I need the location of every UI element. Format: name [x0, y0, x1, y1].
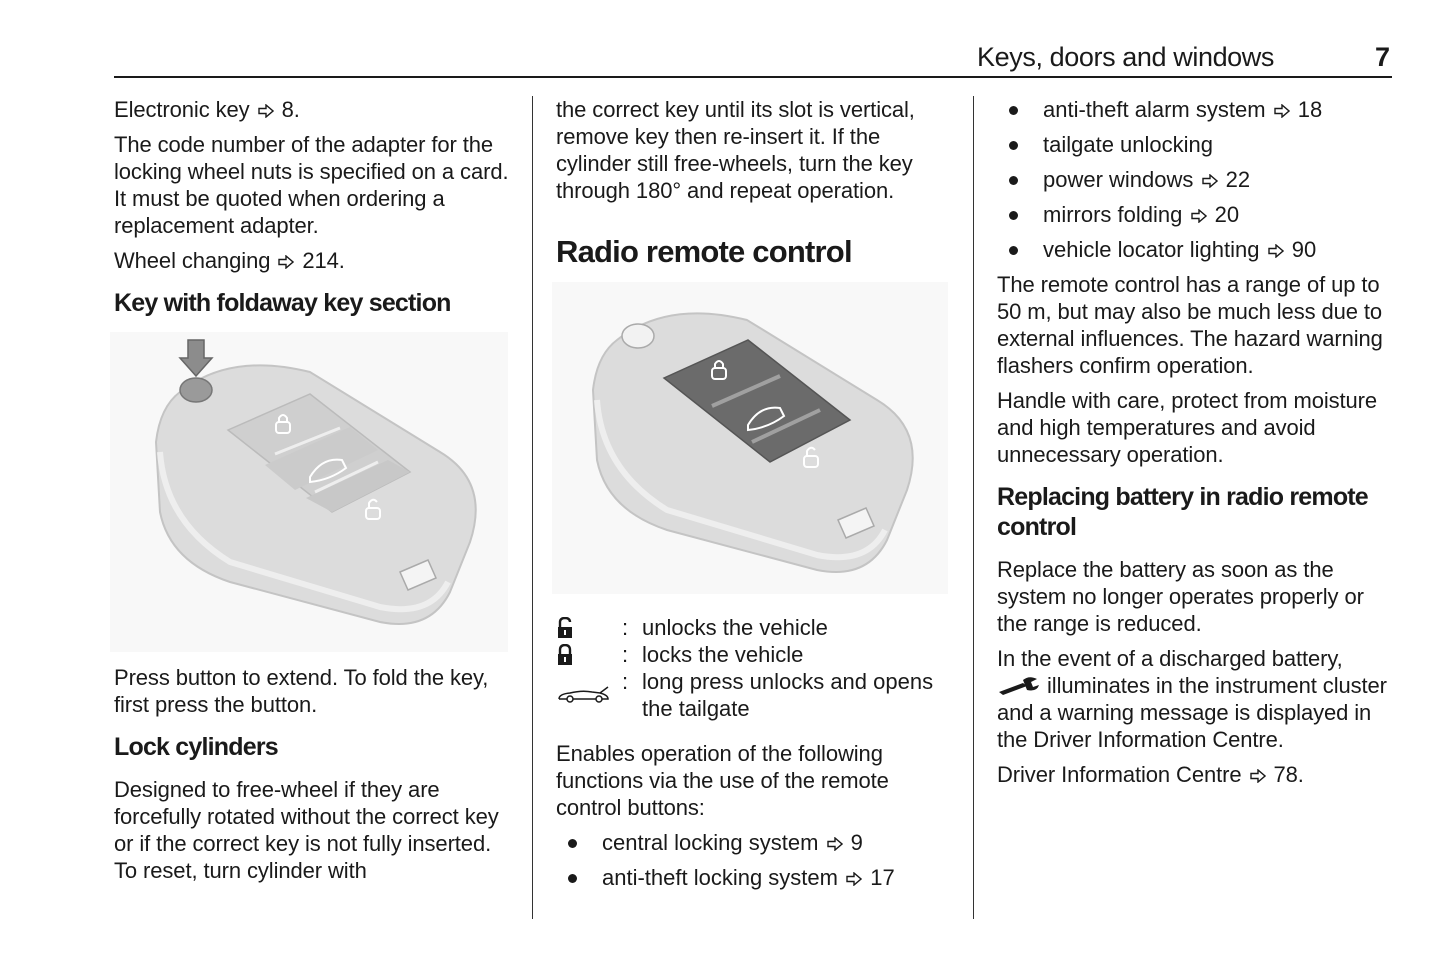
- cross-reference-link[interactable]: 214.: [302, 248, 345, 273]
- paragraph: Wheel changing 214.: [114, 248, 345, 273]
- cross-reference-arrow-icon: [278, 255, 294, 269]
- cross-reference-arrow-icon: [1191, 209, 1207, 223]
- lock-icon: [556, 641, 622, 668]
- cross-reference-arrow-icon: [258, 104, 274, 118]
- paragraph: Handle with care, protect from moisture and high temperatures and avoid unnecessary operation.: [997, 388, 1378, 467]
- cross-reference-link[interactable]: 90: [1291, 237, 1317, 262]
- paragraph: Replace the battery as soon as the system no longer operates properly or the range is reduced.: [997, 557, 1364, 636]
- page-number: 7: [1374, 42, 1390, 72]
- radio-remote-control-illustration: [552, 282, 948, 594]
- cross-reference-arrow-icon: [827, 837, 843, 851]
- legend-row: : unlocks the vehicle: [556, 614, 956, 641]
- tailgate-car-icon: [556, 668, 622, 722]
- column-2: [556, 96, 956, 899]
- paragraph: Enables operation of the following functions via the use of the remote control buttons:: [556, 741, 889, 820]
- section-title: Keys, doors and windows: [977, 42, 1274, 72]
- cross-reference-link[interactable]: 22: [1225, 167, 1251, 192]
- page-header: [114, 40, 1392, 78]
- function-list: [556, 829, 956, 891]
- paragraph: Press button to extend. To fold the key, first press the button.: [114, 665, 489, 717]
- section-heading-large: Radio remote control: [556, 234, 852, 269]
- column-3: [997, 96, 1397, 796]
- paragraph: the correct key until its slot is vertical, remove key then re-insert it. If the cylinder still free-wheels, turn the key through 180° and repeat operation.: [556, 97, 915, 203]
- column-divider: [973, 96, 974, 919]
- paragraph: Designed to free-wheel if they are forcefully rotated without the correct key or if the correct key is not fully inserted. To reset, turn cylinder with: [114, 777, 499, 883]
- paragraph: Electronic key 8.: [114, 97, 300, 122]
- cross-reference-arrow-icon: [1274, 104, 1290, 118]
- section-heading: Replacing battery in radio remote control: [997, 483, 1368, 541]
- column-1: [114, 96, 514, 892]
- paragraph: In the event of a discharged battery, illuminates in the instrument cluster and a warning message is displayed in the Driver Information Centre.: [997, 646, 1387, 752]
- cross-reference-arrow-icon: [1202, 174, 1218, 188]
- wrench-service-icon: [997, 676, 1041, 696]
- cross-reference-link[interactable]: 78.: [1273, 762, 1304, 787]
- function-list: [997, 96, 1397, 263]
- cross-reference-link[interactable]: 17: [870, 865, 895, 890]
- cross-reference-arrow-icon: [846, 872, 862, 886]
- cross-reference-link[interactable]: 18: [1297, 97, 1323, 122]
- cross-reference-arrow-icon: [1268, 244, 1284, 258]
- paragraph: Driver Information Centre 78.: [997, 762, 1304, 787]
- list-item: anti-theft alarm system 18: [997, 96, 1397, 123]
- section-heading: Lock cylinders: [114, 733, 278, 761]
- paragraph: The remote control has a range of up to 50 m, but may also be much less due to external influences. The hazard warning flashers confirm operation.: [997, 272, 1383, 378]
- key-fob-icon: [552, 282, 948, 594]
- cross-reference-link[interactable]: 8.: [281, 97, 300, 122]
- legend-row: : long press unlocks and opens the tailgate: [556, 668, 956, 722]
- paragraph: The code number of the adapter for the locking wheel nuts is specified on a card. It must be quoted when ordering a replacement adapter.: [114, 132, 509, 238]
- cross-reference-link[interactable]: 9: [850, 830, 863, 855]
- list-item: power windows 22: [997, 166, 1397, 193]
- list-item: vehicle locator lighting 90: [997, 236, 1397, 263]
- column-divider: [532, 96, 533, 919]
- key-fob-icon: [110, 332, 508, 652]
- foldaway-key-illustration: [110, 332, 508, 652]
- button-legend: [556, 614, 956, 722]
- legend-row: : locks the vehicle: [556, 641, 956, 668]
- list-item: central locking system 9: [556, 829, 956, 856]
- list-item: anti-theft locking system 17: [556, 864, 956, 891]
- cross-reference-link[interactable]: 20: [1214, 202, 1240, 227]
- list-item: tailgate unlocking: [997, 131, 1397, 158]
- cross-reference-arrow-icon: [1250, 769, 1266, 783]
- list-item: mirrors folding 20: [997, 201, 1397, 228]
- unlock-icon: [556, 614, 622, 641]
- section-heading: Key with foldaway key section: [114, 289, 451, 317]
